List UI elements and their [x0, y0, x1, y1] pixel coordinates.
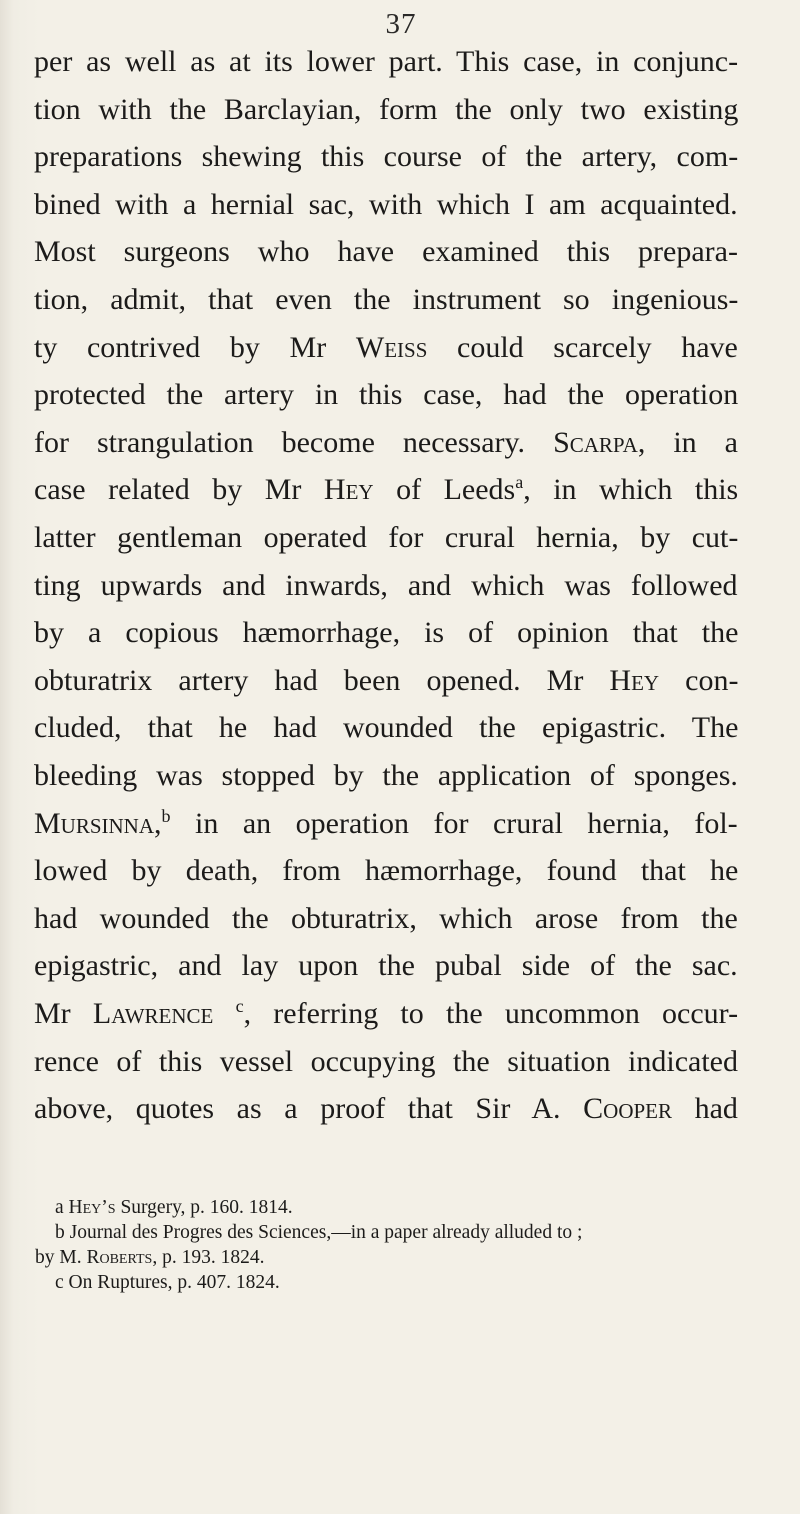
text-segment: case related by Mr: [34, 473, 324, 507]
text-segment: above, quotes as a proof that Sir A.: [34, 1092, 584, 1126]
text-segment: tion with the Barclayian, form the only two existing: [34, 92, 739, 126]
text-segment: Mr: [34, 997, 93, 1030]
text-segment: tion, admit, that even the instrument so ingenious-: [34, 283, 739, 316]
text-segment: obturatrix artery had been opened. Mr: [34, 663, 610, 697]
text-line: [34, 568, 738, 604]
text-line: [34, 901, 738, 937]
text-line: [34, 187, 738, 223]
text-line: [34, 520, 738, 556]
footnote-marker: b: [161, 805, 171, 826]
text-segment: ting upwards and inwards, and which was followed: [34, 568, 738, 602]
text-line: [34, 948, 738, 984]
text-segment: , p. 193. 1824.: [152, 1247, 265, 1268]
text-segment: bined with a hernial sac, with which I am acquainted.: [34, 187, 738, 221]
proper-name: Mursinna: [34, 806, 155, 840]
text-segment: had wounded the obturatrix, which arose from the: [34, 901, 738, 935]
text-segment: had: [672, 1092, 738, 1126]
text-segment: ,: [154, 806, 162, 840]
text-line: [34, 282, 738, 318]
proper-name: Hey: [323, 473, 374, 507]
text-segment: by M.: [35, 1247, 87, 1268]
proper-name: Weiss: [355, 330, 428, 364]
text-segment: con-: [659, 663, 739, 697]
text-segment: protected the artery in this case, had the operation: [34, 378, 739, 412]
text-segment: Surgery, p. 160. 1814.: [115, 1197, 293, 1218]
text-segment: preparations shewing this course of the artery, com-: [34, 140, 739, 174]
text-line: [34, 234, 738, 270]
text-line: [34, 330, 738, 366]
text-line: [34, 139, 738, 175]
text-line: [34, 853, 738, 889]
proper-name: Cooper: [583, 1092, 672, 1126]
text-line: [34, 710, 738, 746]
text-line: [34, 1091, 738, 1127]
text-line: [34, 996, 738, 1032]
text-segment: , referring to the uncommon occur-: [243, 997, 739, 1030]
text-segment: ty contrived by Mr: [34, 330, 356, 364]
proper-name: Scarpa: [553, 425, 638, 459]
text-line: [34, 44, 738, 80]
text-segment: epigastric, and lay upon the pubal side of the sac.: [34, 949, 738, 983]
proper-name: Lawrence: [92, 997, 214, 1030]
proper-name: Roberts: [86, 1247, 153, 1268]
text-segment: of Leeds: [373, 473, 516, 507]
text-line: [34, 425, 738, 461]
text-line: [34, 92, 738, 128]
text-line: [34, 377, 738, 413]
text-segment: rence of this vessel occupying the situation indicated: [34, 1044, 738, 1078]
footnote-marker: c: [235, 996, 244, 1016]
proper-name: Hey’s: [68, 1197, 116, 1218]
footnote-marker: a: [515, 472, 524, 493]
text-line: [34, 615, 738, 651]
text-line: [34, 758, 738, 794]
text-segment: , in which this: [523, 473, 739, 507]
text-line: [34, 663, 738, 699]
text-line: [34, 472, 738, 508]
text-segment: [213, 997, 235, 1030]
text-segment: per as well as at its lower part. This case, in conjunc-: [34, 45, 739, 78]
text-segment: c On Ruptures, p. 407. 1824.: [55, 1272, 280, 1293]
text-segment: in an operation for crural hernia, fol-: [170, 806, 738, 840]
footnote-line: [55, 1221, 582, 1245]
text-segment: cluded, that he had wounded the epigastric. The: [34, 711, 739, 745]
text-segment: Most surgeons who have examined this prepara-: [34, 235, 738, 269]
text-segment: bleeding was stopped by the application of sponges.: [34, 759, 738, 792]
footnote-line: [55, 1271, 280, 1295]
text-line: [34, 806, 738, 842]
footnote-line: [35, 1246, 264, 1270]
text-segment: could scarcely have: [427, 330, 738, 364]
text-segment: by a copious hæmorrhage, is of opinion that the: [34, 616, 739, 650]
text-segment: for strangulation become necessary.: [34, 425, 554, 459]
footnote-line: [55, 1196, 293, 1220]
proper-name: Hey: [609, 663, 660, 697]
text-segment: b Journal des Progres des Sciences,—in a paper already alluded to ;: [55, 1222, 583, 1243]
text-segment: a: [55, 1197, 69, 1218]
page-number: 37: [385, 8, 417, 40]
text-segment: , in a: [637, 425, 738, 459]
text-segment: lowed by death, from hæmorrhage, found that he: [34, 854, 739, 888]
text-segment: latter gentleman operated for crural hernia, by cut-: [34, 521, 739, 554]
text-line: [34, 1044, 738, 1080]
